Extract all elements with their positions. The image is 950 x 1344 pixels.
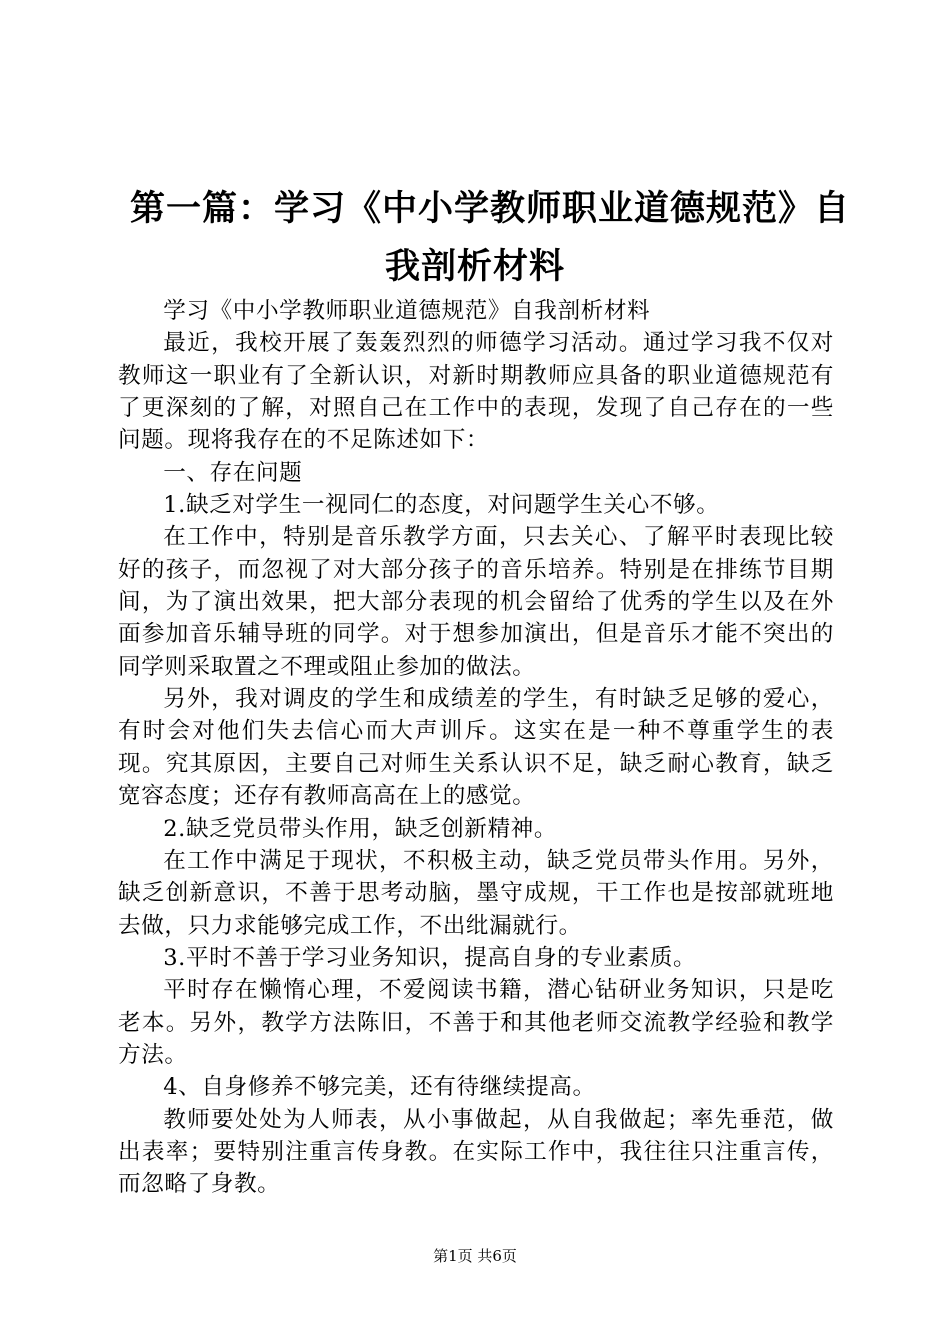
item-heading-3: 3.平时不善于学习业务知识，提高自身的专业素质。 — [163, 944, 697, 971]
paragraph: 在工作中，特别是音乐教学方面，只去关心、了解平时表现比较好的孩子，而忽视了对大部分孩子的音乐培养。特别是在排练节目期间，为了演出效果，把大部分表现的机会留给了优秀的学生以及在外面参加音乐辅导班的同学。对于想参加演出，但是音乐才能不突出的同学则采取置之不理或阻止参加的做法。 — [118, 524, 834, 680]
page-number-footer: 第1页 共6页 — [433, 1247, 517, 1265]
item-heading-2: 2.缺乏党员带头作用，缺乏创新精神。 — [163, 815, 558, 842]
document-title-line-2: 我剖析材料 — [384, 247, 565, 287]
section-heading-problems: 一、存在问题 — [163, 459, 303, 486]
paragraph: 平时存在懒惰心理，不爱阅读书籍，潜心钻研业务知识，只是吃老本。另外，教学方法陈旧，不善于和其他老师交流教学经验和教学方法。 — [118, 977, 834, 1068]
paragraph: 教师要处处为人师表，从小事做起，从自我做起；率先垂范，做出表率；要特别注重言传身教。在实际工作中，我往往只注重言传，而忽略了身教。 — [118, 1106, 834, 1198]
paragraph-subtitle: 学习《中小学教师职业道德规范》自我剖析材料 — [163, 298, 651, 324]
paragraph: 另外，我对调皮的学生和成绩差的学生，有时缺乏足够的爱心，有时会对他们失去信心而大声训斥。这实在是一种不尊重学生的表现。究其原因，主要自己对师生关系认识不足，缺乏耐心教育，缺乏宽容态度；还存有教师高高在上的感觉。 — [118, 686, 834, 810]
document-title-line-1: 第一篇：学习《中小学教师职业道德规范》自 — [130, 189, 851, 229]
paragraph-intro: 最近，我校开展了轰轰烈烈的师德学习活动。通过学习我不仅对教师这一职业有了全新认识，对新时期教师应具备的职业道德规范有了更深刻的了解，对照自己在工作中的表现，发现了自己存在的一些问题。现将我存在的不足陈述如下： — [118, 330, 834, 454]
item-heading-4: 4、自身修养不够完美，还有待继续提高。 — [163, 1074, 596, 1101]
item-heading-1: 1.缺乏对学生一视同仁的态度，对问题学生关心不够。 — [163, 492, 720, 519]
document-body — [118, 295, 834, 1201]
paragraph: 在工作中满足于现状，不积极主动，缺乏党员带头作用。另外，缺乏创新意识，不善于思考动脑，墨守成规，干工作也是按部就班地去做，只力求能够完成工作，不出纰漏就行。 — [118, 847, 834, 939]
